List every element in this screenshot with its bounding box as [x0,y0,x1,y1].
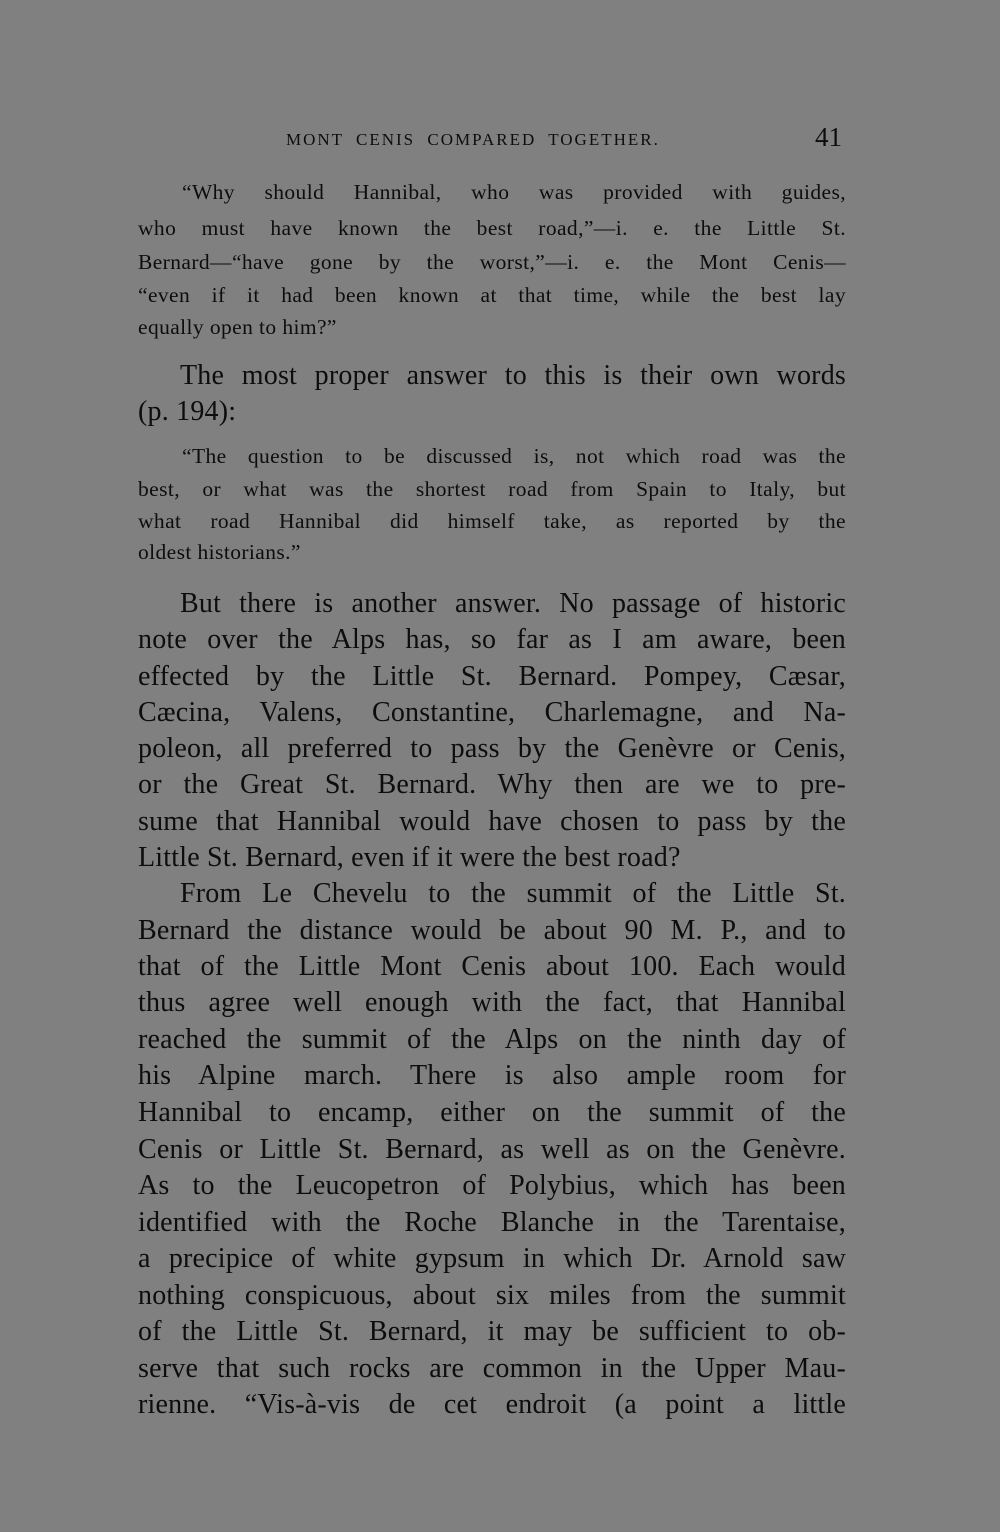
text-line: But there is another answer. No passage of historic [180,588,846,619]
text-line: identified with the Roche Blanche in the Tarentaise, [138,1207,846,1238]
text-line: As to the Leucopetron of Polybius, which has been [138,1170,846,1201]
text-line: poleon, all preferred to pass by the Genèvre or Cenis, [138,733,846,764]
text-line: thus agree well enough with the fact, that Hannibal [138,987,846,1018]
text-line: or the Great St. Bernard. Why then are we to pre- [138,769,846,800]
text-line: Little St. Bernard, even if it were the best road? [138,842,681,873]
text-line: that of the Little Mont Cenis about 100. Each would [138,951,846,982]
text-line: what road Hannibal did himself take, as reported by the [138,509,846,533]
text-line: nothing conspicuous, about six miles from the summit [138,1280,846,1311]
text-line: equally open to him?” [138,315,337,339]
text-line: a precipice of white gypsum in which Dr. Arnold saw [138,1243,846,1274]
running-head: MONT CENIS COMPARED TOGETHER. [286,130,660,149]
text-line: sume that Hannibal would have chosen to pass by the [138,806,846,837]
text-line: Cæcina, Valens, Constantine, Charlemagne, and Na- [138,697,846,728]
text-line: rienne. “Vis-à-vis de cet endroit (a point a little [138,1389,846,1420]
text-line: reached the summit of the Alps on the ninth day of [138,1024,846,1055]
text-line: serve that such rocks are common in the Upper Mau- [138,1353,846,1384]
text-line: Hannibal to encamp, either on the summit of the [138,1097,846,1128]
text-line: oldest historians.” [138,540,301,564]
page-header [138,122,846,162]
text-line: of the Little St. Bernard, it may be sufficient to ob- [138,1316,846,1347]
text-line: best, or what was the shortest road from Spain to Italy, but [138,477,846,501]
text-line: effected by the Little St. Bernard. Pompey, Cæsar, [138,661,846,692]
text-line: From Le Chevelu to the summit of the Little St. [180,878,846,909]
text-line: his Alpine march. There is also ample room for [138,1060,846,1091]
text-line: note over the Alps has, so far as I am aware, been [138,624,846,655]
text-line: Bernard the distance would be about 90 M. P., and to [138,915,846,946]
text-line: “Why should Hannibal, who was provided with guides, [182,180,846,204]
text-line: Bernard—“have gone by the worst,”—i. e. the Mont Cenis— [138,250,846,274]
text-line: who must have known the best road,”—i. e. the Little St. [138,216,846,240]
text-line: “The question to be discussed is, not which road was the [182,444,846,468]
page-number: 41 [815,122,842,152]
text-line: The most proper answer to this is their own words [180,360,846,391]
text-line: (p. 194): [138,396,237,427]
text-line: “even if it had been known at that time, while the best lay [138,283,846,307]
text-line: Cenis or Little St. Bernard, as well as on the Genèvre. [138,1134,846,1165]
